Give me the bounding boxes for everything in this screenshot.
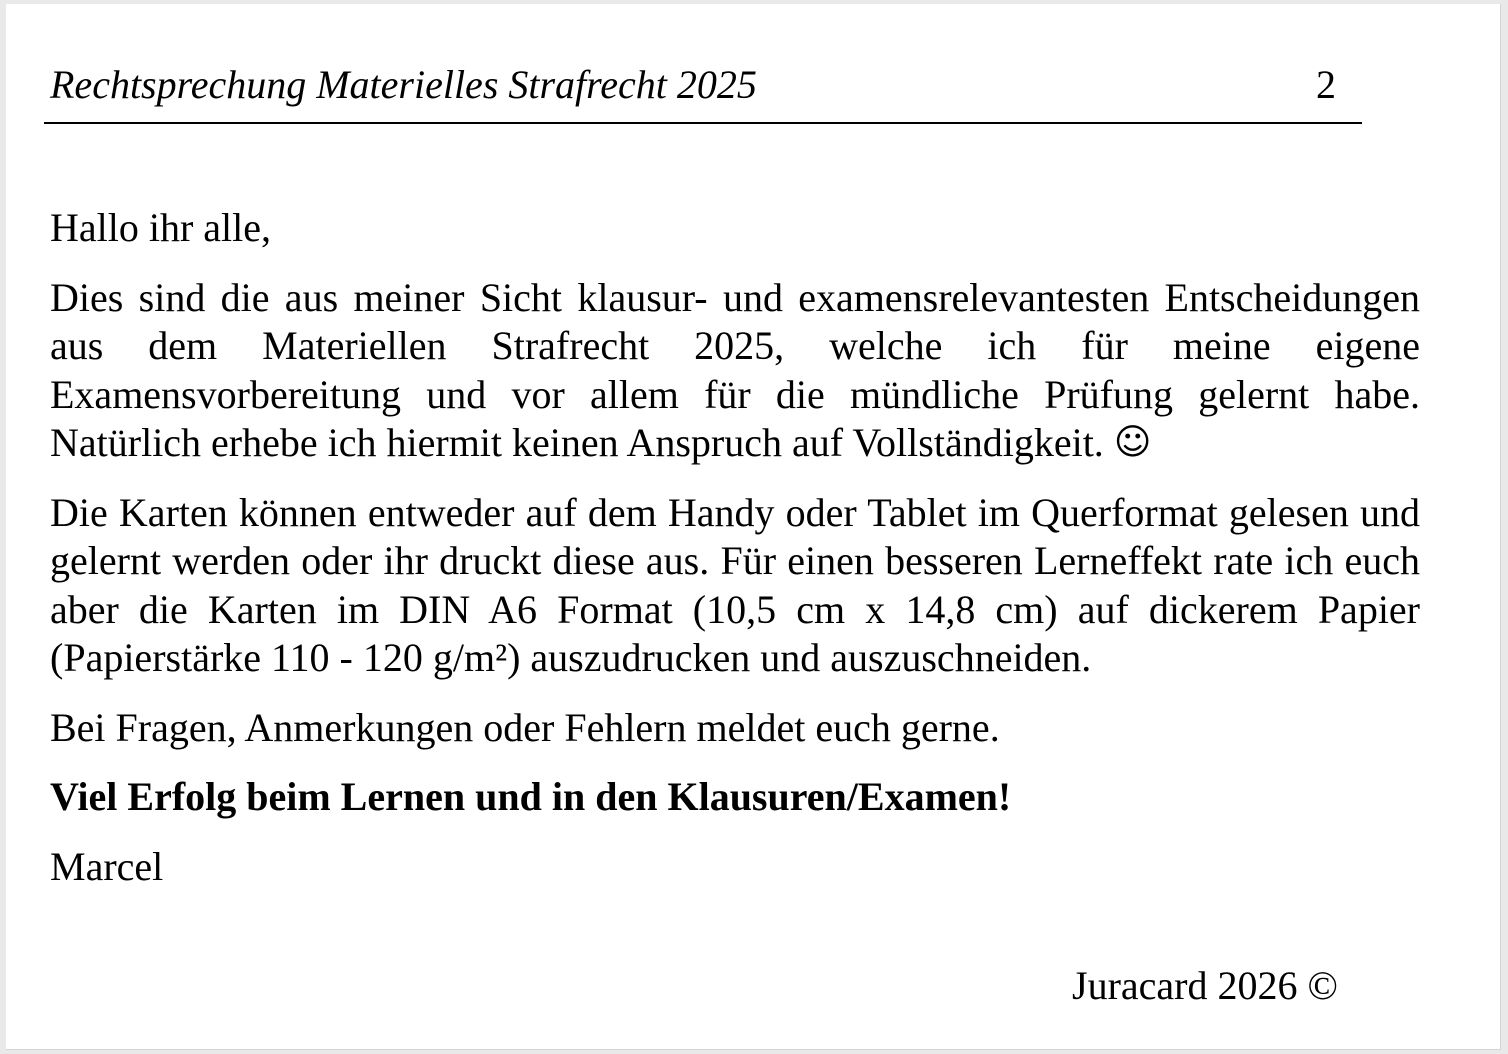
document-body	[50, 204, 1420, 912]
paragraph-intro-text: Dies sind die aus meiner Sicht klausur- und examensrelevantesten Entscheidungen aus dem Materiellen Strafrecht 2025, welche ich für meine eigene Examensvorbereitung und vor allem für die mündliche Prüfung gelernt habe. Natürlich erhebe ich hiermit keinen Anspruch auf Vollständigkeit.	[50, 274, 1420, 465]
page-number: 2	[1316, 62, 1336, 107]
signature: Marcel	[50, 843, 164, 889]
header-divider	[44, 122, 1362, 124]
running-title: Rechtsprechung Materielles Strafrecht 2025	[50, 62, 757, 107]
paragraph-contact: Bei Fragen, Anmerkungen oder Fehlern meldet euch gerne.	[50, 704, 1000, 750]
smiley-icon: ☺	[1113, 422, 1152, 463]
paragraph-print-instructions: Die Karten können entweder auf dem Handy oder Tablet im Querformat gelesen und gelernt werden oder ihr druckt diese aus. Für einen besseren Lerneffekt rate ich euch aber die Karten im DIN A6 Format (10,5 cm x 14,8 cm) auf dickerem Papier (Papierstärke 110 - 120 g/m²) auszudrucken und auszuschneiden.	[50, 489, 1420, 680]
greeting: Hallo ihr alle,	[50, 205, 272, 250]
paragraph-intro	[50, 274, 1420, 468]
closing-wish: Viel Erfolg beim Lernen und in den Klausuren/Examen!	[50, 774, 1012, 819]
document-page	[6, 4, 1501, 1050]
footer-copyright: Juracard 2026 ©	[1072, 963, 1338, 1008]
